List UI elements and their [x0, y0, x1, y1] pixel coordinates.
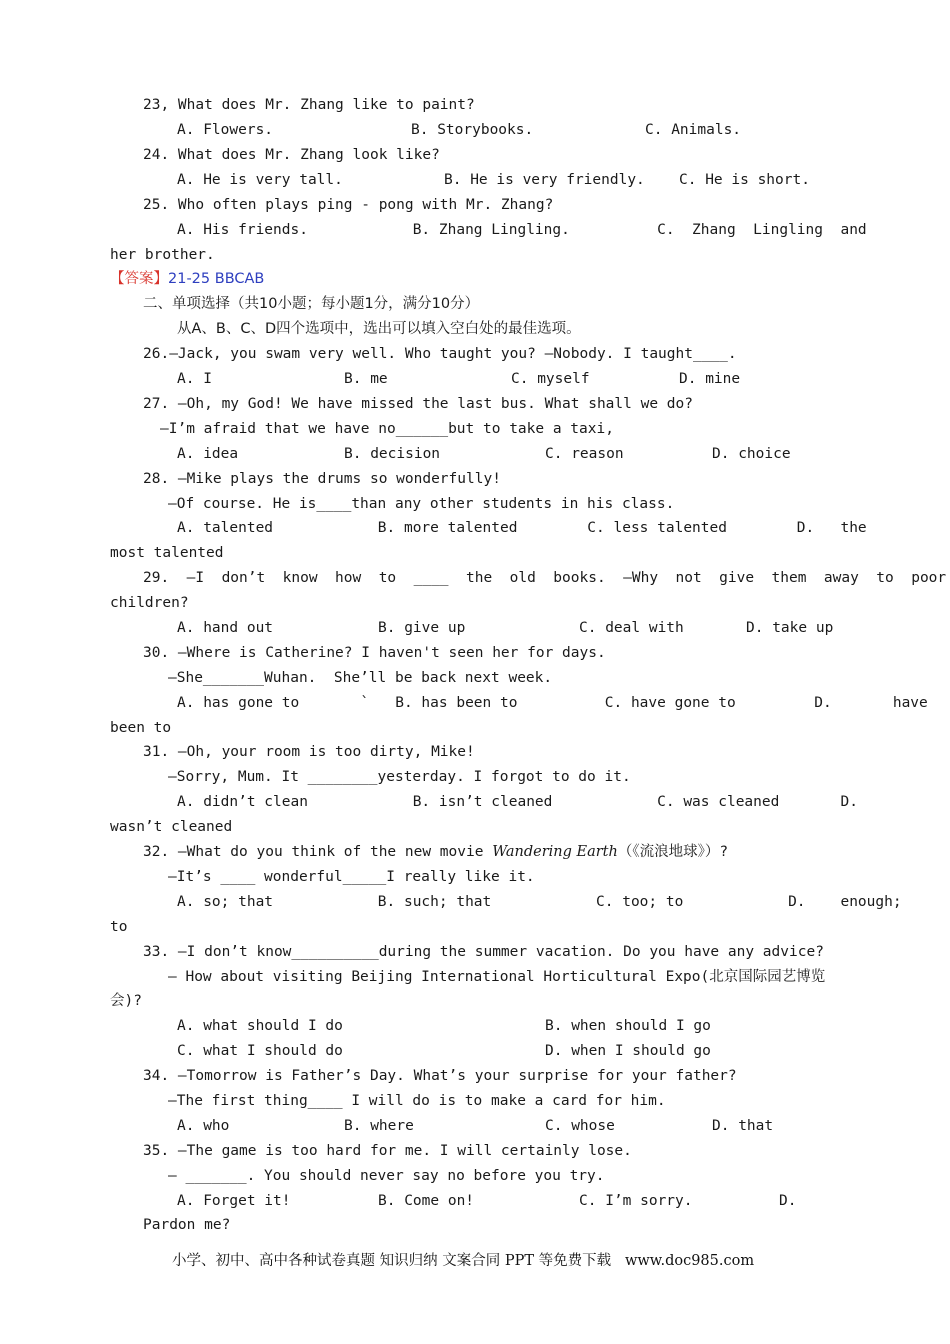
- q29-option-b: B. give up: [378, 620, 466, 636]
- q24-option-b: B. He is very friendly.: [444, 172, 645, 188]
- q35-option-a: A. Forget it!: [177, 1193, 291, 1209]
- question-34-stem: 34. —Tomorrow is Father’s Day. What’s your surprise for your father?: [143, 1068, 737, 1084]
- q25-options-line-2: her brother.: [110, 247, 215, 263]
- q33-option-b: B. when should I go: [545, 1018, 711, 1034]
- footer-download-note: 小学、初中、高中各种试卷真题 知识归纳 文案合同 PPT 等免费下载 www.doc985.com: [172, 1253, 755, 1269]
- question-28-reply: —Of course. He is____than any other students in his class.: [168, 496, 675, 512]
- q31-options-line-2: wasn’t cleaned: [110, 819, 233, 835]
- q25-options-line: A. His friends. B. Zhang Lingling. C. Zhang Lingling and: [177, 222, 867, 238]
- question-33-reply-2: 会)?: [110, 993, 142, 1009]
- q27-option-c: C. reason: [545, 446, 624, 462]
- q24-option-a: A. He is very tall.: [177, 172, 343, 188]
- q32-stem-pre: 32. —What do you think of the new movie: [143, 844, 493, 860]
- q24-option-c: C. He is short.: [679, 172, 810, 188]
- question-33-reply: — How about visiting Beijing International Horticultural Expo(北京国际园艺博览: [168, 969, 826, 985]
- q34-option-d: D. that: [712, 1118, 774, 1134]
- section-2-instruction: 从A、B、C、D四个选项中，选出可以填入空白处的最佳选项。: [177, 321, 581, 337]
- question-33-stem: 33. —I don’t know__________during the summer vacation. Do you have any advice?: [143, 944, 824, 960]
- question-35-stem: 35. —The game is too hard for me. I will certainly lose.: [143, 1143, 632, 1159]
- q29-option-c: C. deal with: [579, 620, 684, 636]
- q35-option-c: C. I’m sorry.: [579, 1193, 693, 1209]
- q35-option-b: B. Come on!: [378, 1193, 475, 1209]
- q33-option-c: C. what I should do: [177, 1043, 343, 1059]
- question-26-stem: 26.—Jack, you swam very well. Who taught you? —Nobody. I taught____.: [143, 346, 737, 362]
- q27-option-b: B. decision: [344, 446, 441, 462]
- q33-option-d: D. when I should go: [545, 1043, 711, 1059]
- q26-option-b: B. me: [344, 371, 388, 387]
- question-27-stem: 27. —Oh, my God! We have missed the last bus. What shall we do?: [143, 396, 693, 412]
- question-30-reply: —She_______Wuhan. She’ll be back next week.: [168, 670, 553, 686]
- section-2-heading: 二、单项选择（共10小题；每小题1分，满分10分）: [143, 296, 480, 312]
- q29-option-d: D. take up: [746, 620, 834, 636]
- question-31-reply: —Sorry, Mum. It ________yesterday. I forgot to do it.: [168, 769, 631, 785]
- q23-option-a: A. Flowers.: [177, 122, 274, 138]
- q33-option-a: A. what should I do: [177, 1018, 343, 1034]
- question-31-stem: 31. —Oh, your room is too dirty, Mike!: [143, 744, 475, 760]
- q34-option-c: C. whose: [545, 1118, 615, 1134]
- q34-option-a: A. who: [177, 1118, 230, 1134]
- q26-option-a: A. I: [177, 371, 212, 387]
- question-25-stem: 25. Who often plays ping - pong with Mr. Zhang?: [143, 197, 554, 213]
- answer-line: [110, 269, 264, 289]
- question-23-stem: 23, What does Mr. Zhang like to paint?: [143, 97, 475, 113]
- q27-option-a: A. idea: [177, 446, 239, 462]
- q32-movie-title: Wandering Earth: [492, 844, 618, 860]
- q30-options-line-2: been to: [110, 720, 172, 736]
- question-29-stem-2: children?: [110, 595, 189, 611]
- q28-options-line: A. talented B. more talented C. less talented D. the: [177, 520, 867, 536]
- q26-option-d: D. mine: [679, 371, 741, 387]
- question-30-stem: 30. —Where is Catherine? I haven't seen her for days.: [143, 645, 606, 661]
- question-35-reply: — _______. You should never say no before you try.: [168, 1168, 605, 1184]
- q30-options-line: A. has gone to ` B. has been to C. have gone to D. have: [177, 695, 928, 711]
- q28-options-line-2: most talented: [110, 545, 224, 561]
- question-34-reply: —The first thing____ I will do is to make a card for him.: [168, 1093, 666, 1109]
- q32-options-line: A. so; that B. such; that C. too; to D. enough;: [177, 894, 902, 910]
- question-27-reply: —I’m afraid that we have no______but to take a taxi,: [160, 421, 614, 437]
- q27-option-d: D. choice: [712, 446, 791, 462]
- q31-options-line: A. didn’t clean B. isn’t cleaned C. was cleaned D.: [177, 794, 858, 810]
- question-32-reply: —It’s ____ wonderful_____I really like it.: [168, 869, 535, 885]
- answer-label: 【答案】: [110, 271, 168, 287]
- q26-option-c: C. myself: [511, 371, 590, 387]
- question-29-stem: 29. —I don’t know how to ____ the old books. —Why not give them away to poor: [143, 570, 947, 586]
- q34-option-b: B. where: [344, 1118, 414, 1134]
- q32-stem-post: （《流浪地球》）?: [617, 844, 729, 860]
- q35-option-d: D.: [779, 1193, 797, 1209]
- q23-option-b: B. Storybooks.: [411, 122, 534, 138]
- q23-option-c: C. Animals.: [645, 122, 742, 138]
- q29-option-a: A. hand out: [177, 620, 274, 636]
- question-28-stem: 28. —Mike plays the drums so wonderfully!: [143, 471, 501, 487]
- q32-options-line-2: to: [110, 919, 128, 935]
- answer-value: 21-25 BBCAB: [168, 271, 265, 287]
- question-32-stem: [143, 842, 728, 862]
- q35-option-d-text: Pardon me?: [143, 1217, 231, 1233]
- question-24-stem: 24. What does Mr. Zhang look like?: [143, 147, 440, 163]
